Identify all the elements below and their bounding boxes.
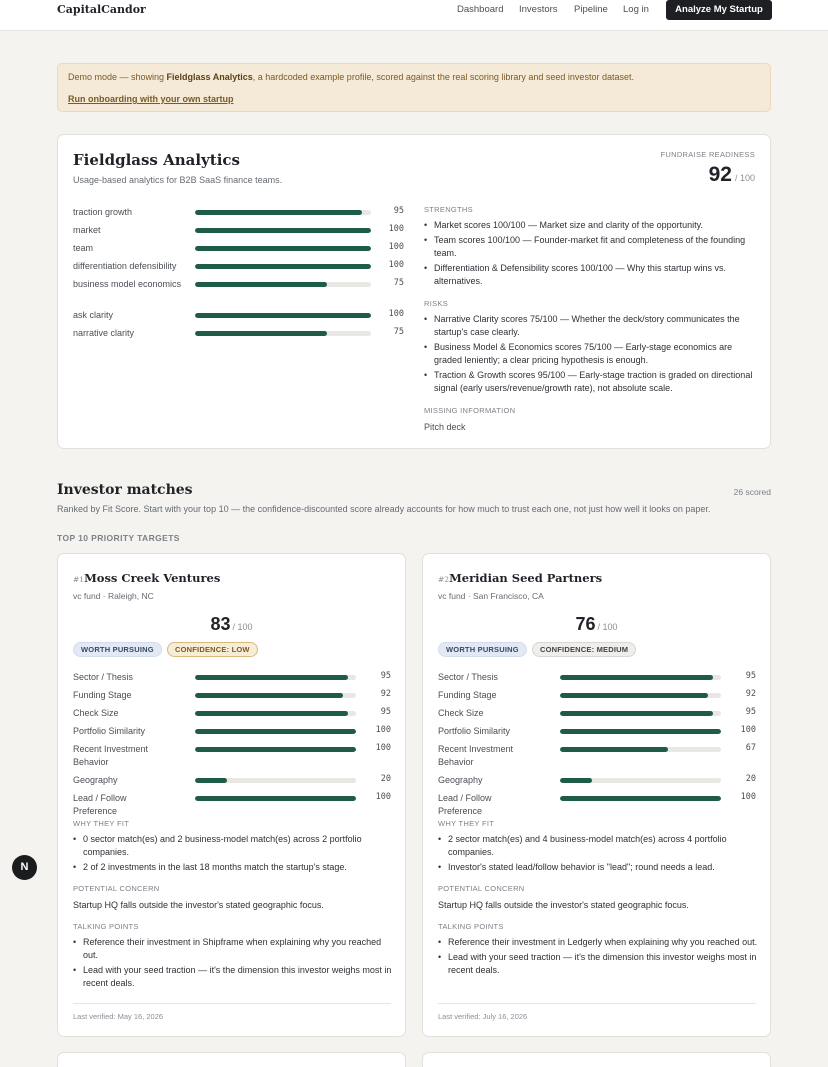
score-bar-label: Sector / Thesis: [73, 672, 133, 682]
list-item: • 2 of 2 investments in the last 18 months match the startup's stage.: [73, 861, 393, 874]
investor-name-text: Moss Creek Ventures: [84, 571, 221, 585]
score-bar-row: [438, 743, 756, 767]
score-bar-track: [195, 729, 356, 734]
investor-score-value: 76: [575, 614, 596, 634]
score-bar-row: [438, 689, 756, 701]
score-bar-label: Lead / Follow Preference: [73, 793, 127, 816]
startup-name: Fieldglass Analytics: [73, 151, 240, 169]
list-item: • 0 sector match(es) and 2 business-model match(es) across 2 portfolio companies.: [73, 833, 393, 859]
investor-card[interactable]: [57, 553, 406, 1037]
score-bar-label: Portfolio Similarity: [73, 726, 146, 736]
score-bar-fill: [195, 313, 371, 318]
score-bar-value: 92: [380, 689, 391, 699]
score-bar-row: [73, 224, 404, 236]
concern-label: POTENTIAL CONCERN: [73, 884, 160, 893]
score-bar-label: differentiation defensibility: [73, 261, 177, 271]
risks-label: RISKS: [424, 299, 449, 308]
score-bar-label: narrative clarity: [73, 328, 135, 338]
score-bar-track: [560, 796, 721, 801]
score-bar-value: 100: [375, 792, 391, 802]
score-bar-track: [195, 331, 371, 336]
why-fit-list: [73, 833, 393, 876]
score-bar-label: Sector / Thesis: [438, 672, 498, 682]
run-onboarding-link[interactable]: Run onboarding with your own startup: [68, 94, 234, 104]
investor-name-text: Meridian Seed Partners: [449, 571, 603, 585]
why-fit-label: WHY THEY FIT: [438, 819, 495, 828]
nav-link-dashboard[interactable]: Dashboard: [457, 4, 504, 15]
floating-n-badge[interactable]: N: [12, 855, 37, 880]
score-bar-track: [195, 264, 371, 269]
startup-profile-card: [57, 134, 771, 449]
score-bar-fill: [560, 729, 721, 734]
score-bar-row: [73, 278, 404, 290]
card-divider: [438, 1003, 756, 1004]
score-bar-track: [195, 796, 356, 801]
missing-info-label: MISSING INFORMATION: [424, 406, 516, 415]
score-bar-row: [73, 774, 391, 786]
talking-points-list: [73, 936, 393, 992]
investor-rank: #2: [438, 575, 450, 584]
scored-count: 26 scored: [733, 487, 771, 497]
score-bar-label: Geography: [73, 775, 118, 785]
readiness-score: [709, 163, 755, 187]
talking-points-label: TALKING POINTS: [438, 922, 504, 931]
score-bar-track: [560, 711, 721, 716]
score-bar-label: business model economics: [73, 279, 182, 289]
score-bar-value: 95: [745, 671, 756, 681]
score-bar-label: Recent Investment Behavior: [438, 744, 514, 767]
score-bar-fill: [560, 711, 713, 716]
score-bar-track: [195, 778, 356, 783]
why-fit-list: [438, 833, 758, 876]
list-item: • Reference their investment in Ledgerly when explaining why you reached out.: [438, 936, 758, 949]
brand-logo[interactable]: CapitalCandor: [57, 3, 146, 16]
score-bar-label: Geography: [438, 775, 483, 785]
score-bar-track: [195, 313, 371, 318]
investor-score-value: 83: [210, 614, 231, 634]
score-bar-track: [195, 246, 371, 251]
strengths-label: STRENGTHS: [424, 205, 473, 214]
list-item: • Traction & Growth scores 95/100 — Early-stage traction is graded on directional signal (early users/revenue/growth rate), not absolute scale.: [424, 369, 759, 395]
score-bar-row: [438, 707, 756, 719]
score-bar-row: [438, 792, 756, 816]
score-bar-row: [73, 206, 404, 218]
investor-rank: #1: [73, 575, 85, 584]
score-bar-track: [560, 675, 721, 680]
missing-info-value: Pitch deck: [424, 422, 466, 432]
score-bar-row: [73, 260, 404, 272]
score-bar-row: [73, 689, 391, 701]
status-badge: WORTH PURSUING: [73, 642, 162, 657]
score-bar-track: [560, 747, 721, 752]
score-bar-label: Funding Stage: [438, 690, 497, 700]
score-bar-track: [195, 711, 356, 716]
banner-suffix: , a hardcoded example profile, scored against the real scoring library and seed investor dataset.: [252, 72, 634, 82]
score-bar-fill: [195, 210, 362, 215]
score-bar-value: 92: [745, 689, 756, 699]
score-bar-value: 100: [740, 725, 756, 735]
score-bar-row: [73, 671, 391, 683]
score-bar-fill: [195, 796, 356, 801]
score-bar-label: Check Size: [438, 708, 484, 718]
score-bar-track: [195, 282, 371, 287]
list-item: • Lead with your seed traction — it's the dimension this investor weighs most in recent deals.: [73, 964, 393, 990]
startup-tagline: Usage-based analytics for B2B SaaS finance teams.: [73, 175, 283, 185]
score-bar-fill: [195, 693, 343, 698]
investor-matches-title: Investor matches: [57, 482, 193, 498]
score-bar-row: [73, 309, 404, 321]
score-bar-row: [73, 242, 404, 254]
last-verified: Last verified: July 16, 2026: [438, 1012, 528, 1021]
score-bar-value: 100: [375, 725, 391, 735]
score-bar-label: Check Size: [73, 708, 119, 718]
status-badge: WORTH PURSUING: [438, 642, 527, 657]
list-item: • Team scores 100/100 — Founder-market fit and completeness of the founding team.: [424, 234, 759, 260]
list-item: • Differentiation & Defensibility scores 100/100 — Why this startup wins vs. alternatives.: [424, 262, 759, 288]
score-bar-value: 100: [375, 743, 391, 753]
score-bar-track: [195, 675, 356, 680]
score-bar-track: [195, 210, 371, 215]
score-bar-value: 67: [745, 743, 756, 753]
score-bar-track: [195, 693, 356, 698]
score-bar-value: 75: [393, 327, 404, 337]
score-bar-value: 95: [380, 671, 391, 681]
score-bar-fill: [195, 711, 348, 716]
score-bar-row: [73, 725, 391, 737]
score-bar-track: [560, 778, 721, 783]
demo-banner-text: [68, 72, 634, 82]
list-item: • Market scores 100/100 — Market size and clarity of the opportunity.: [424, 219, 759, 232]
investor-fit-score: [423, 614, 770, 635]
top-nav: [0, 0, 828, 31]
score-bar-row: [73, 707, 391, 719]
last-verified: Last verified: May 16, 2026: [73, 1012, 164, 1021]
investor-score-denominator: / 100: [597, 622, 618, 632]
list-item: • Reference their investment in Shipframe when explaining why you reached out.: [73, 936, 393, 962]
list-item: • Business Model & Economics scores 75/100 — Early-stage economics are graded leniently; a clear pricing hypothesis is enough.: [424, 341, 759, 367]
score-bar-label: ask clarity: [73, 310, 114, 320]
investor-card[interactable]: [422, 553, 771, 1037]
score-bar-row: [73, 743, 391, 767]
score-bar-fill: [195, 729, 356, 734]
score-bar-fill: [560, 693, 708, 698]
score-bar-fill: [560, 747, 668, 752]
score-bar-row: [438, 725, 756, 737]
score-bar-row: [438, 774, 756, 786]
score-bar-fill: [195, 331, 327, 336]
nav-link-pipeline[interactable]: Pipeline: [574, 4, 608, 15]
investor-matches-subtitle: Ranked by Fit Score. Start with your top 10 — the confidence-discounted score already accounts for how much to trust each one, not just how well it looks on paper.: [57, 504, 711, 514]
score-bar-value: 75: [393, 278, 404, 288]
score-bar-value: 95: [380, 707, 391, 717]
score-bar-row: [73, 792, 391, 816]
talking-points-label: TALKING POINTS: [73, 922, 139, 931]
score-bar-value: 100: [388, 309, 404, 319]
score-bar-fill: [195, 282, 327, 287]
banner-company: Fieldglass Analytics: [166, 72, 253, 82]
concern-text: Startup HQ falls outside the investor's stated geographic focus.: [438, 900, 689, 910]
score-bar-label: Funding Stage: [73, 690, 132, 700]
score-bar-track: [560, 729, 721, 734]
score-bar-track: [195, 228, 371, 233]
readiness-score-denominator: / 100: [734, 173, 755, 183]
score-bar-track: [560, 693, 721, 698]
score-bar-row: [73, 327, 404, 339]
list-item: • 2 sector match(es) and 4 business-model match(es) across 4 portfolio companies.: [438, 833, 758, 859]
score-bar-value: 20: [380, 774, 391, 784]
score-bar-track: [195, 747, 356, 752]
concern-label: POTENTIAL CONCERN: [438, 884, 525, 893]
analyze-startup-button[interactable]: Analyze My Startup: [666, 0, 772, 20]
strengths-list: [424, 219, 759, 290]
score-bar-fill: [195, 778, 227, 783]
concern-text: Startup HQ falls outside the investor's stated geographic focus.: [73, 900, 324, 910]
score-bar-value: 100: [388, 242, 404, 252]
list-item: • Narrative Clarity scores 75/100 — Whether the deck/story communicates the startup's case clearly.: [424, 313, 759, 339]
score-bar-row: [438, 671, 756, 683]
score-bar-fill: [195, 228, 371, 233]
score-bar-value: 100: [388, 260, 404, 270]
score-bar-fill: [560, 796, 721, 801]
score-bar-fill: [195, 264, 371, 269]
risks-list: [424, 313, 759, 397]
confidence-badge: CONFIDENCE: MEDIUM: [532, 642, 636, 657]
score-bar-fill: [560, 675, 713, 680]
investor-meta: vc fund · San Francisco, CA: [438, 591, 544, 601]
score-bar-fill: [195, 747, 356, 752]
investor-card[interactable]: [57, 1052, 406, 1067]
card-divider: [73, 1003, 391, 1004]
demo-banner: [57, 63, 771, 112]
investor-name[interactable]: [438, 571, 602, 585]
score-bar-value: 95: [393, 206, 404, 216]
investor-name[interactable]: [73, 571, 220, 585]
list-item: • Investor's stated lead/follow behavior is "lead"; round needs a lead.: [438, 861, 758, 874]
banner-prefix: Demo mode — showing: [68, 72, 167, 82]
investor-score-denominator: / 100: [232, 622, 253, 632]
score-bar-value: 20: [745, 774, 756, 784]
score-bar-value: 95: [745, 707, 756, 717]
score-bar-label: team: [73, 243, 94, 253]
score-bar-value: 100: [388, 224, 404, 234]
readiness-score-value: 92: [708, 163, 732, 186]
score-bar-label: market: [73, 225, 101, 235]
investor-card[interactable]: [422, 1052, 771, 1067]
talking-points-list: [438, 936, 758, 979]
score-bar-label: Portfolio Similarity: [438, 726, 511, 736]
score-bar-fill: [195, 246, 371, 251]
score-bar-fill: [195, 675, 348, 680]
investor-fit-score: [58, 614, 405, 635]
score-bar-label: Recent Investment Behavior: [73, 744, 149, 767]
top-targets-label: TOP 10 PRIORITY TARGETS: [57, 533, 180, 543]
score-bar-label: traction growth: [73, 207, 133, 217]
score-bar-value: 100: [740, 792, 756, 802]
investor-meta: vc fund · Raleigh, NC: [73, 591, 154, 601]
score-bar-fill: [560, 778, 592, 783]
nav-link-login[interactable]: Log in: [623, 4, 649, 15]
score-bar-label: Lead / Follow Preference: [438, 793, 492, 816]
readiness-label: FUNDRAISE READINESS: [660, 150, 755, 159]
list-item: • Lead with your seed traction — it's the dimension this investor weighs most in recent deals.: [438, 951, 758, 977]
confidence-badge: CONFIDENCE: LOW: [167, 642, 258, 657]
why-fit-label: WHY THEY FIT: [73, 819, 130, 828]
nav-link-investors[interactable]: Investors: [519, 4, 558, 15]
